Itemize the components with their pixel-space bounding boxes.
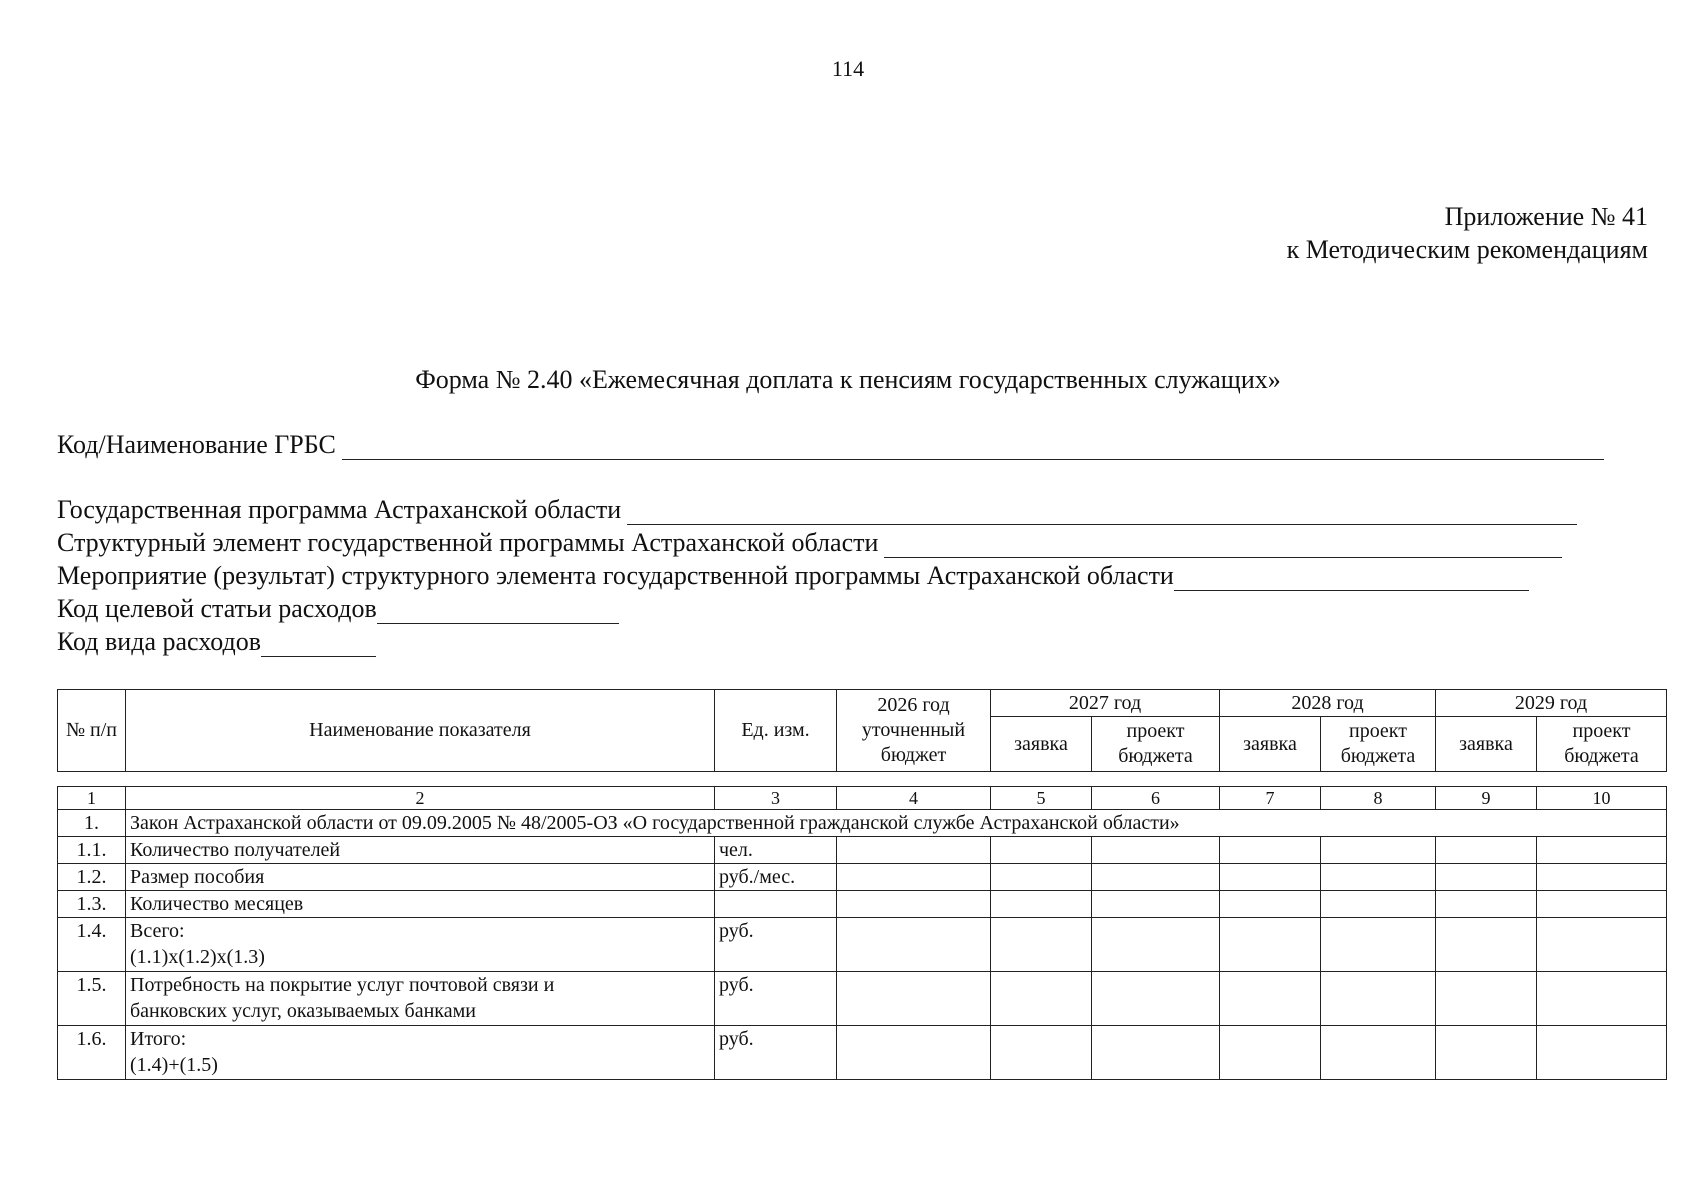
grbs-label: Код/Наименование ГРБС (57, 430, 336, 459)
page-number: 114 (831, 56, 865, 81)
value-cell[interactable] (991, 837, 1092, 864)
col-number: 5 (991, 787, 1092, 810)
value-cell[interactable] (1537, 918, 1667, 972)
value-cell[interactable] (991, 864, 1092, 891)
value-cell[interactable] (1220, 837, 1321, 864)
value-cell[interactable] (1321, 864, 1436, 891)
value-cell[interactable] (1436, 891, 1537, 918)
value-cell[interactable] (837, 891, 991, 918)
grbs-blank-line[interactable] (342, 437, 1604, 460)
row-num: 1.6. (58, 1026, 126, 1080)
header-2026-sub: уточненный бюджет (861, 719, 966, 766)
value-cell[interactable] (991, 1026, 1092, 1080)
row-name (126, 1026, 715, 1080)
header-unit: Ед. изм. (715, 690, 837, 772)
header-2027-draft: проект бюджета (1092, 717, 1220, 772)
row-num: 1.4. (58, 918, 126, 972)
value-cell[interactable] (837, 918, 991, 972)
value-cell[interactable] (1537, 972, 1667, 1026)
header-name: Наименование показателя (126, 690, 715, 772)
value-cell[interactable] (1321, 1026, 1436, 1080)
header-2029-draft: проект бюджета (1537, 717, 1667, 772)
col-number: 4 (837, 787, 991, 810)
value-cell[interactable] (1220, 972, 1321, 1026)
row-num: 1.5. (58, 972, 126, 1026)
row-name-line-1: Всего: (130, 920, 185, 942)
expense-kind-field (57, 627, 376, 657)
appendix-line-1: Приложение № 41 (1444, 202, 1648, 231)
form-title: Форма № 2.40 «Ежемесячная доплата к пенсиям государственных служащих» (415, 365, 1281, 394)
row-name: Количество месяцев (126, 891, 715, 918)
col-number: 9 (1436, 787, 1537, 810)
value-cell[interactable] (1537, 891, 1667, 918)
value-cell[interactable] (1321, 837, 1436, 864)
col-number: 10 (1537, 787, 1667, 810)
value-cell[interactable] (991, 918, 1092, 972)
value-cell[interactable] (1436, 1026, 1537, 1080)
value-cell[interactable] (1092, 972, 1220, 1026)
value-cell[interactable] (837, 864, 991, 891)
row-unit (715, 891, 837, 918)
col-number: 2 (126, 787, 715, 810)
header-2029: 2029 год (1436, 690, 1667, 717)
appendix-note (1287, 200, 1648, 266)
row-unit: руб. (715, 1026, 837, 1080)
value-cell[interactable] (837, 837, 991, 864)
col-number: 3 (715, 787, 837, 810)
value-cell[interactable] (1321, 891, 1436, 918)
value-cell[interactable] (1537, 864, 1667, 891)
value-cell[interactable] (1436, 837, 1537, 864)
row-num: 1.3. (58, 891, 126, 918)
header-2028-request: заявка (1220, 717, 1321, 772)
table-row (58, 972, 1667, 1026)
row-unit: руб. (715, 972, 837, 1026)
program-label: Государственная программа Астраханской области (57, 495, 622, 524)
value-cell[interactable] (991, 972, 1092, 1026)
table-row (58, 1026, 1667, 1080)
row-unit: руб. (715, 918, 837, 972)
row-name-line-2: (1.4)+(1.5) (130, 1054, 218, 1076)
program-field (57, 495, 1577, 525)
section-row (58, 810, 1667, 837)
element-label: Структурный элемент государственной программы Астраханской области (57, 528, 879, 557)
value-cell[interactable] (1220, 864, 1321, 891)
row-name: Размер пособия (126, 864, 715, 891)
row-name: Количество получателей (126, 837, 715, 864)
row-name (126, 972, 715, 1026)
col-number: 8 (1321, 787, 1436, 810)
value-cell[interactable] (1537, 837, 1667, 864)
header-num: № п/п (58, 690, 126, 772)
value-cell[interactable] (837, 972, 991, 1026)
row-unit: чел. (715, 837, 837, 864)
row-name-line-2: банковских услуг, оказываемых банками (130, 1000, 476, 1022)
form-table-body (57, 786, 1667, 1080)
header-2027: 2027 год (991, 690, 1220, 717)
grbs-field (57, 430, 1604, 460)
measure-label: Мероприятие (результат) структурного элемента государственной программы Астраханской области (57, 561, 1174, 590)
row-name-line-1: Потребность на покрытие услуг почтовой связи и (130, 974, 555, 996)
row-unit: руб./мес. (715, 864, 837, 891)
header-2028: 2028 год (1220, 690, 1436, 717)
measure-blank-line[interactable] (1174, 568, 1529, 591)
header-2029-request: заявка (1436, 717, 1537, 772)
value-cell[interactable] (837, 1026, 991, 1080)
value-cell[interactable] (1436, 918, 1537, 972)
target-code-blank-line[interactable] (377, 601, 619, 624)
expense-kind-label: Код вида расходов (57, 627, 261, 656)
section-title: Закон Астраханской области от 09.09.2005 № 48/2005-ОЗ «О государственной гражданской службе Астраханской области» (126, 810, 1667, 837)
form-table-header (57, 689, 1667, 772)
header-2027-request: заявка (991, 717, 1092, 772)
measure-field (57, 561, 1529, 591)
value-cell[interactable] (1092, 864, 1220, 891)
value-cell[interactable] (1436, 972, 1537, 1026)
value-cell[interactable] (1092, 837, 1220, 864)
value-cell[interactable] (1436, 864, 1537, 891)
program-blank-line[interactable] (627, 502, 1577, 525)
table-row (58, 837, 1667, 864)
value-cell[interactable] (1220, 918, 1321, 972)
value-cell[interactable] (1220, 1026, 1321, 1080)
header-2028-draft: проект бюджета (1321, 717, 1436, 772)
value-cell[interactable] (1092, 1026, 1220, 1080)
appendix-line-2: к Методическим рекомендациям (1286, 235, 1648, 264)
col-number: 7 (1220, 787, 1321, 810)
table-row (58, 891, 1667, 918)
row-name (126, 918, 715, 972)
table-row (58, 918, 1667, 972)
element-field (57, 528, 1562, 558)
col-number: 6 (1092, 787, 1220, 810)
column-number-row (58, 787, 1667, 810)
section-num: 1. (58, 810, 126, 837)
value-cell[interactable] (1092, 891, 1220, 918)
value-cell[interactable] (1321, 972, 1436, 1026)
row-name-line-1: Итого: (130, 1028, 187, 1050)
row-num: 1.2. (58, 864, 126, 891)
expense-kind-blank-line[interactable] (261, 634, 376, 657)
header-2026 (837, 690, 991, 772)
col-number: 1 (58, 787, 126, 810)
row-num: 1.1. (58, 837, 126, 864)
header-2026-year: 2026 год (877, 694, 950, 716)
value-cell[interactable] (1537, 1026, 1667, 1080)
target-code-field (57, 594, 619, 624)
target-code-label: Код целевой статьи расходов (57, 594, 377, 623)
table-row (58, 864, 1667, 891)
value-cell[interactable] (1321, 918, 1436, 972)
value-cell[interactable] (991, 891, 1092, 918)
value-cell[interactable] (1092, 918, 1220, 972)
element-blank-line[interactable] (884, 535, 1562, 558)
value-cell[interactable] (1220, 891, 1321, 918)
row-name-line-2: (1.1)х(1.2)х(1.3) (130, 946, 265, 968)
